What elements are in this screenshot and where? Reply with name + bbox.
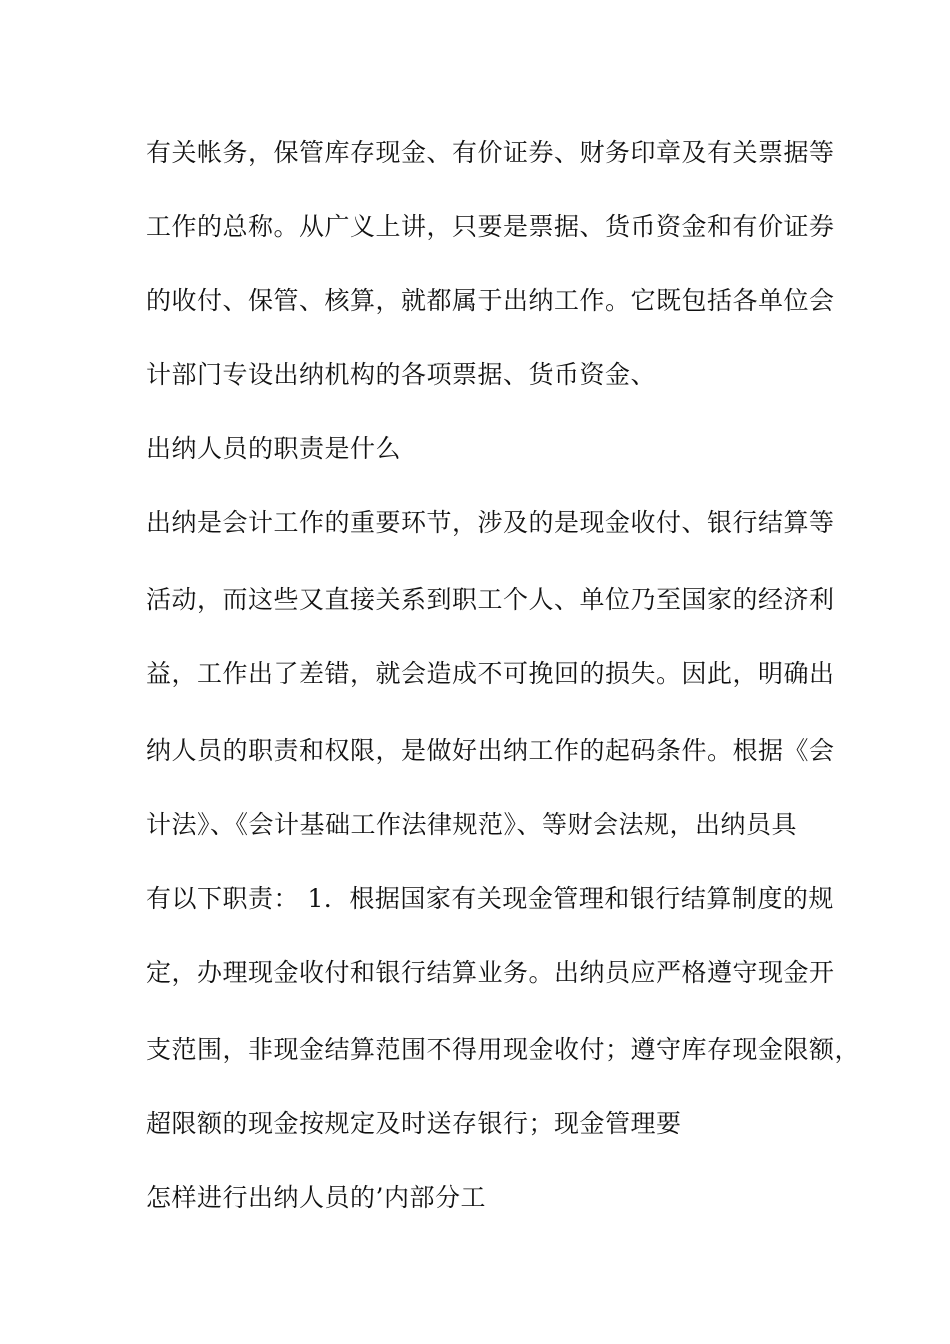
paragraph-line: 益，工作出了差错，就会造成不可挽回的损失。因此，明确出 [146,659,835,688]
paragraph-line: 工作的总称。从广义上讲，只要是票据、货币资金和有价证券 [146,212,835,241]
section-heading: 怎样进行出纳人员的’内部分工 [146,1183,486,1212]
paragraph-line: 出纳是会计工作的重要环节，涉及的是现金收付、银行结算等 [146,508,835,537]
paragraph-line: 定，办理现金收付和银行结算业务。出纳员应严格遵守现金开 [146,958,835,987]
paragraph-line: 有关帐务，保管库存现金、有价证券、财务印章及有关票据等 [146,138,835,167]
paragraph-line: 超限额的现金按规定及时送存银行；现金管理要 [146,1109,682,1138]
paragraph-line: 纳人员的职责和权限，是做好出纳工作的起码条件。根据《会 [146,736,835,765]
paragraph-line: 支范围，非现金结算范围不得用现金收付；遵守库存现金限额， [146,1035,861,1064]
paragraph-line: 活动，而这些又直接关系到职工个人、单位乃至国家的经济利 [146,585,835,614]
paragraph-line: 有以下职责： 1．根据国家有关现金管理和银行结算制度的规 [146,884,834,913]
paragraph-line: 计部门专设出纳机构的各项票据、货币资金、 [146,360,657,389]
section-heading: 出纳人员的职责是什么 [146,434,402,463]
paragraph-line: 计法》、《会计基础工作法律规范》、等财会法规，出纳员具 [146,810,798,839]
paragraph-line: 的收付、保管、核算，就都属于出纳工作。它既包括各单位会 [146,286,835,315]
